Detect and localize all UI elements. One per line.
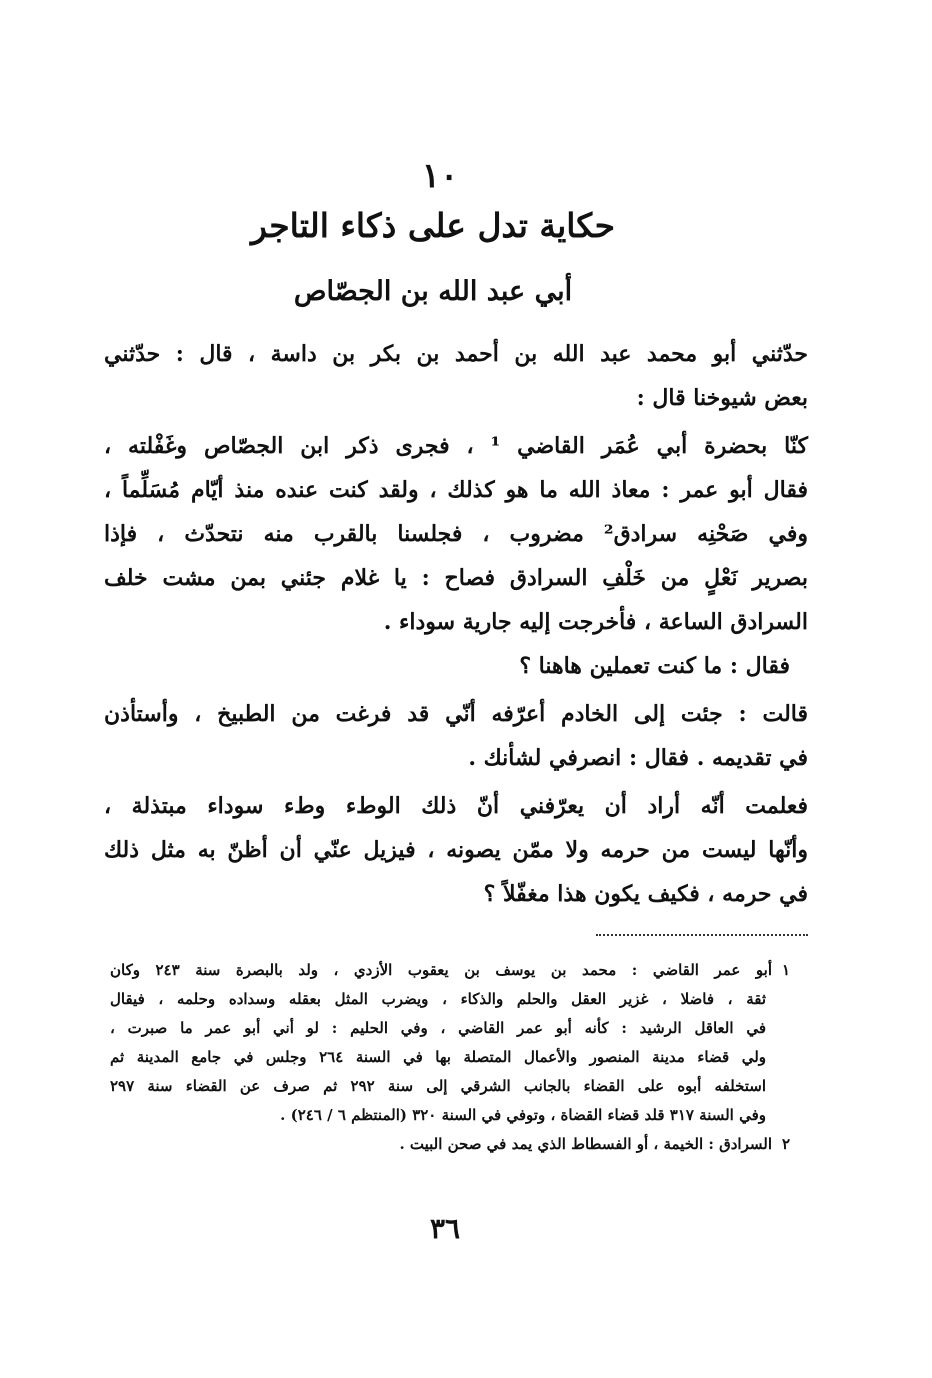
text-line: كنّا بحضرة أبي عُمَر القاضي ¹ ، فجرى ذكر ابن الجصّاص وغَفْلته ، <box>104 433 808 459</box>
footnote-1 <box>110 956 790 1130</box>
footnote-text: أبو عمر القاضي : محمد بن يوسف بن يعقوب الأزدي ، ولد بالبصرة سنة ٢٤٣ وكان <box>110 961 772 979</box>
text-line: فقال أبو عمر : معاذ الله ما هو كذلك ، ولقد كنت عنده منذ أيّام مُسَلِّماً ، <box>104 477 808 503</box>
paragraph-3 <box>104 644 808 688</box>
text-line: في حرمه ، فكيف يكون هذا مغفّلاً ؟ <box>483 881 808 907</box>
body-text <box>104 332 808 916</box>
footnote-text: السرادق : الخيمة ، أو الفسطاط الذي يمد في صحن البيت . <box>399 1135 772 1153</box>
text-line: حدّثني أبو محمد عبد الله بن أحمد بن بكر بن داسة ، قال : حدّثني <box>104 341 808 367</box>
chapter-subtitle: أبي عبد الله بن الجصّاص <box>293 276 573 307</box>
text-line: فعلمت أنّه أراد أن يعرّفني أنّ ذلك الوطء وطء سوداء مبتذلة ، <box>104 793 808 819</box>
footnote-line <box>110 956 790 985</box>
text-line: بعض شيوخنا قال : <box>636 385 808 411</box>
paragraph-5 <box>104 784 808 916</box>
text-line: السرادق الساعة ، فأخرجت إليه جارية سوداء . <box>383 609 808 635</box>
chapter-number: ١٠ <box>421 156 459 196</box>
text-line: فقال : ما كنت تعملين هاهنا ؟ <box>519 653 790 679</box>
footnote-number: ١ <box>781 961 790 979</box>
paragraph-4 <box>104 692 808 780</box>
footnote-number: ٢ <box>781 1135 790 1153</box>
footnote-line: ولي قضاء مدينة المنصور والأعمال المتصلة بها في السنة ٢٦٤ وجلس في جامع المدينة ثم <box>110 1048 767 1066</box>
chapter-title: حكاية تدل على ذكاء التاجر <box>251 206 615 245</box>
footnote-2 <box>110 1130 790 1159</box>
footnote-line <box>110 1130 790 1159</box>
footnotes <box>110 956 790 1159</box>
footnote-line: وفي السنة ٣١٧ قلد قضاء القضاة ، وتوفي في السنة ٣٢٠ (المنتظم ٦ / ٢٤٦) . <box>280 1106 766 1124</box>
footnote-line: ثقة ، فاضلا ، غزير العقل والحلم والذكاء ، ويضرب المثل بعقله وسداده وحلمه ، فيقال <box>110 990 766 1008</box>
text-line: وأنّها ليست من حرمه ولا ممّن يصونه ، فيزيل عنّي أن أظنّ به مثل ذلك <box>104 837 808 863</box>
footnote-line: استخلفه أبوه على القضاء بالجانب الشرقي إلى سنة ٢٩٢ ثم صرف عن القضاء سنة ٢٩٧ <box>110 1077 767 1095</box>
footnote-line: في العاقل الرشيد : كأنه أبو عمر القاضي ، وفي الحليم : لو أني أبو عمر ما صبرت ، <box>110 1019 766 1037</box>
paragraph-2 <box>104 424 808 644</box>
footnote-divider <box>596 934 808 936</box>
text-line: في تقديمه . فقال : انصرفي لشأنك . <box>468 745 808 771</box>
page-number: ٣٦ <box>429 1212 461 1245</box>
text-line: بصرير نَعْلٍ من خَلْفِ السرادق فصاح : يا غلام جئني بمن مشت خلف <box>104 565 808 591</box>
text-line: وفي صَحْنِه سرادق² مضروب ، فجلسنا بالقرب منه نتحدّث ، فإذا <box>104 521 808 547</box>
paragraph-1 <box>104 332 808 420</box>
text-line: قالت : جئت إلى الخادم أعرّفه أنّي قد فرغت من الطبيخ ، وأستأذن <box>104 701 808 727</box>
